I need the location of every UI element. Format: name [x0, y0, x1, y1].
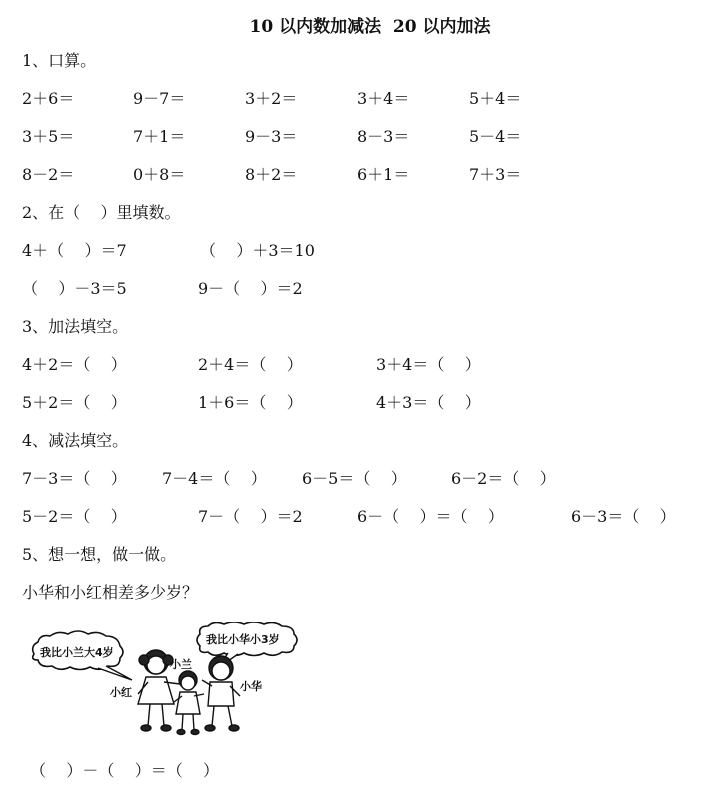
fill-blank-problem: 4＋（ ）＝7	[22, 241, 127, 260]
problem: 6＋1＝	[357, 165, 410, 184]
fill-blank-problem: 2＋4＝（ ）	[198, 355, 303, 374]
problem: 8－2＝	[22, 165, 75, 184]
problem: 7＋1＝	[133, 127, 186, 146]
problem: 3＋5＝	[22, 127, 75, 146]
fill-blank-problem: 6－3＝（ ）	[571, 507, 676, 526]
section-3-heading: 3、加法填空。	[22, 317, 129, 336]
problem: 5－4＝	[469, 127, 522, 146]
fill-blank-problem: 7－3＝（ ）	[22, 469, 127, 488]
name-label-xiaohong: 小红	[110, 686, 132, 699]
fill-blank-problem: 1＋6＝（ ）	[198, 393, 303, 412]
fill-blank-problem: 4＋2＝（ ）	[22, 355, 127, 374]
fill-blank-problem: 9－（ ）＝2	[198, 279, 303, 298]
speech-bubble-left	[33, 631, 132, 680]
section-4-heading: 4、减法填空。	[22, 431, 129, 450]
fill-blank-problem: 5＋2＝（ ）	[22, 393, 127, 412]
fill-blank-problem: 4＋3＝（ ）	[376, 393, 481, 412]
fill-blank-problem: （ ）＋3＝10	[200, 241, 315, 260]
name-label-xiaolan: 小兰	[170, 658, 192, 671]
fill-blank-problem: 7－4＝（ ）	[162, 469, 267, 488]
fill-blank-problem: 7－（ ）＝2	[198, 507, 303, 526]
problem: 9－3＝	[245, 127, 298, 146]
boy-xiaohua-figure	[202, 656, 240, 731]
word-problem-question: 小华和小红相差多少岁？	[22, 583, 199, 602]
fill-blank-problem: 5－2＝（ ）	[22, 507, 127, 526]
fill-blank-problem: 6－2＝（ ）	[451, 469, 556, 488]
name-label-xiaohua: 小华	[240, 680, 262, 693]
fill-blank-problem: 6－5＝（ ）	[302, 469, 407, 488]
problem: 0＋8＝	[133, 165, 186, 184]
problem: 3＋2＝	[245, 89, 298, 108]
section-1-heading: 1、口算。	[22, 51, 97, 70]
section-2-heading: 2、在（ ）里填数。	[22, 203, 181, 222]
page-title: 10 以内数加减法 20 以内加法	[249, 17, 491, 37]
fill-blank-problem: 3＋4＝（ ）	[376, 355, 481, 374]
problem: 8＋2＝	[245, 165, 298, 184]
problem: 7＋3＝	[469, 165, 522, 184]
problem: 9－7＝	[133, 89, 186, 108]
section-5-heading: 5、想一想，做一做。	[22, 545, 177, 564]
fill-blank-problem: 6－（ ）＝（ ）	[357, 507, 504, 526]
problem: 2＋6＝	[22, 89, 75, 108]
problem: 5＋4＝	[469, 89, 522, 108]
fill-blank-problem: （ ）－3＝5	[22, 279, 127, 298]
problem: 3＋4＝	[357, 89, 410, 108]
answer-blank-equation: （ ）－（ ）＝（ ）	[30, 761, 220, 780]
girl-xiaolan-figure	[174, 671, 204, 735]
bubble-right-text: 我比小华小3岁	[206, 633, 280, 646]
bubble-left-text: 我比小兰大4岁	[40, 646, 114, 659]
children-illustration	[28, 622, 308, 742]
problem: 8－3＝	[357, 127, 410, 146]
